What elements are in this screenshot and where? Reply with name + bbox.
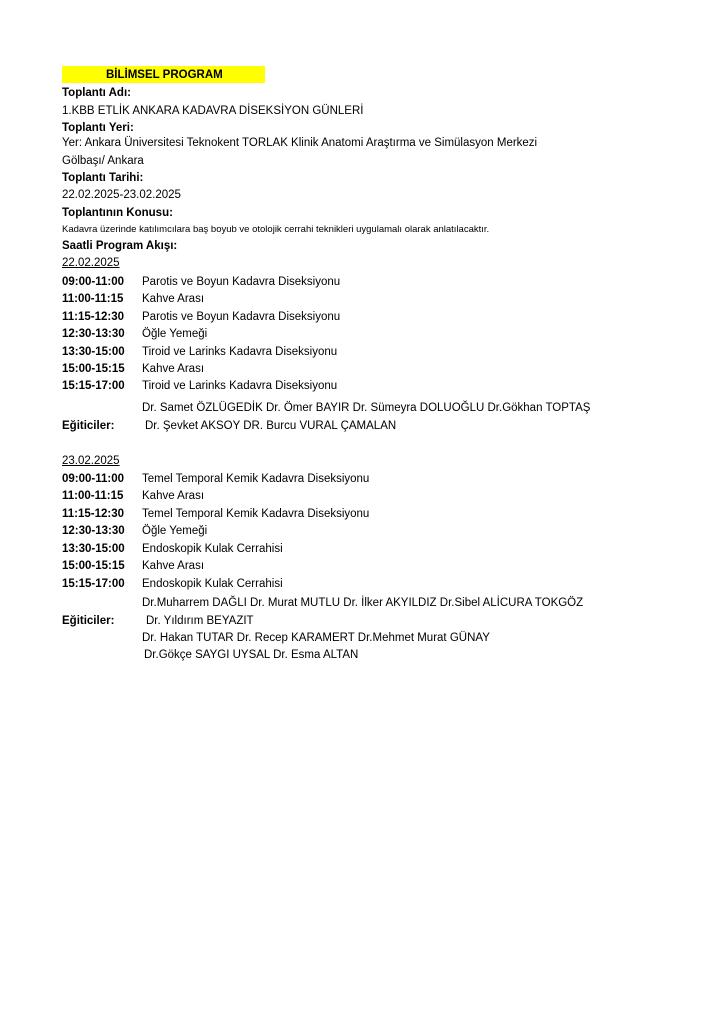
schedule-activity: Parotis ve Boyun Kadavra Diseksiyonu [142, 276, 341, 288]
topic-label: Toplantının Konusu: [62, 207, 173, 219]
schedule-label: Saatli Program Akışı: [62, 240, 178, 252]
venue-line-2: Gölbaşı/ Ankara [62, 155, 144, 167]
schedule-activity: Öğle Yemeği [142, 525, 208, 537]
trainer-line: Dr. Yıldırım BEYAZIT [146, 615, 254, 627]
meeting-name-label: Toplantı Adı: [62, 87, 131, 99]
schedule-activity: Temel Temporal Kemik Kadavra Diseksiyonu [142, 473, 370, 485]
schedule-activity: Endoskopik Kulak Cerrahisi [142, 543, 283, 555]
schedule-activity: Öğle Yemeği [142, 328, 208, 340]
schedule-time: 12:30-13:30 [62, 525, 125, 537]
schedule-activity: Tiroid ve Larinks Kadavra Diseksiyonu [142, 346, 338, 358]
venue-line-1: Yer: Ankara Üniversitesi Teknokent TORLAK Klinik Anatomi Araştırma ve Simülasyon Merkezi [62, 137, 538, 149]
trainers-label: Eğiticiler: [62, 420, 115, 432]
schedule-time: 15:00-15:15 [62, 363, 125, 375]
trainer-line: Dr. Şevket AKSOY DR. Burcu VURAL ÇAMALAN [145, 420, 397, 432]
schedule-time: 11:00-11:15 [62, 490, 124, 502]
venue-label: Toplantı Yeri: [62, 122, 134, 134]
schedule-activity: Kahve Arası [142, 490, 205, 502]
trainer-line: Dr.Gökçe SAYGI UYSAL Dr. Esma ALTAN [144, 649, 359, 661]
schedule-time: 11:15-12:30 [62, 508, 125, 520]
schedule-activity: Endoskopik Kulak Cerrahisi [142, 578, 283, 590]
schedule-time: 09:00-11:00 [62, 276, 125, 288]
schedule-time: 11:00-11:15 [62, 293, 124, 305]
heading-banner [62, 66, 265, 83]
schedule-time: 11:15-12:30 [62, 311, 125, 323]
trainer-line: Dr. Hakan TUTAR Dr. Recep KARAMERT Dr.Mehmet Murat GÜNAY [142, 632, 490, 644]
trainer-line: Dr.Muharrem DAĞLI Dr. Murat MUTLU Dr. İlker AKYILDIZ Dr.Sibel ALİCURA TOKGÖZ [142, 597, 584, 609]
schedule-time: 13:30-15:00 [62, 543, 125, 555]
schedule-time: 15:00-15:15 [62, 560, 125, 572]
schedule-time: 15:15-17:00 [62, 578, 125, 590]
trainer-line: Dr. Samet ÖZLÜGEDİK Dr. Ömer BAYIR Dr. Sümeyra DOLUOĞLU Dr.Gökhan TOPTAŞ [142, 402, 591, 414]
schedule-activity: Kahve Arası [142, 560, 205, 572]
page-title: BİLİMSEL PROGRAM [106, 69, 223, 81]
schedule-time: 13:30-15:00 [62, 346, 125, 358]
schedule-time: 09:00-11:00 [62, 473, 125, 485]
day-2-date: 23.02.2025 [62, 455, 120, 467]
schedule-activity: Tiroid ve Larinks Kadavra Diseksiyonu [142, 380, 338, 392]
date-label: Toplantı Tarihi: [62, 172, 144, 184]
schedule-activity: Kahve Arası [142, 363, 205, 375]
topic-text: Kadavra üzerinde katılımcılara baş boyub ve otolojik cerrahi teknikleri uygulamalı olarak anlatılacaktır. [62, 224, 490, 235]
schedule-activity: Kahve Arası [142, 293, 205, 305]
trainers-label: Eğiticiler: [62, 615, 115, 627]
schedule-activity: Temel Temporal Kemik Kadavra Diseksiyonu [142, 508, 370, 520]
schedule-time: 12:30-13:30 [62, 328, 125, 340]
meeting-date: 22.02.2025-23.02.2025 [62, 189, 181, 201]
meeting-name: 1.KBB ETLİK ANKARA KADAVRA DİSEKSİYON GÜNLERİ [62, 105, 364, 117]
day-1-date: 22.02.2025 [62, 257, 120, 269]
schedule-activity: Parotis ve Boyun Kadavra Diseksiyonu [142, 311, 341, 323]
schedule-time: 15:15-17:00 [62, 380, 125, 392]
